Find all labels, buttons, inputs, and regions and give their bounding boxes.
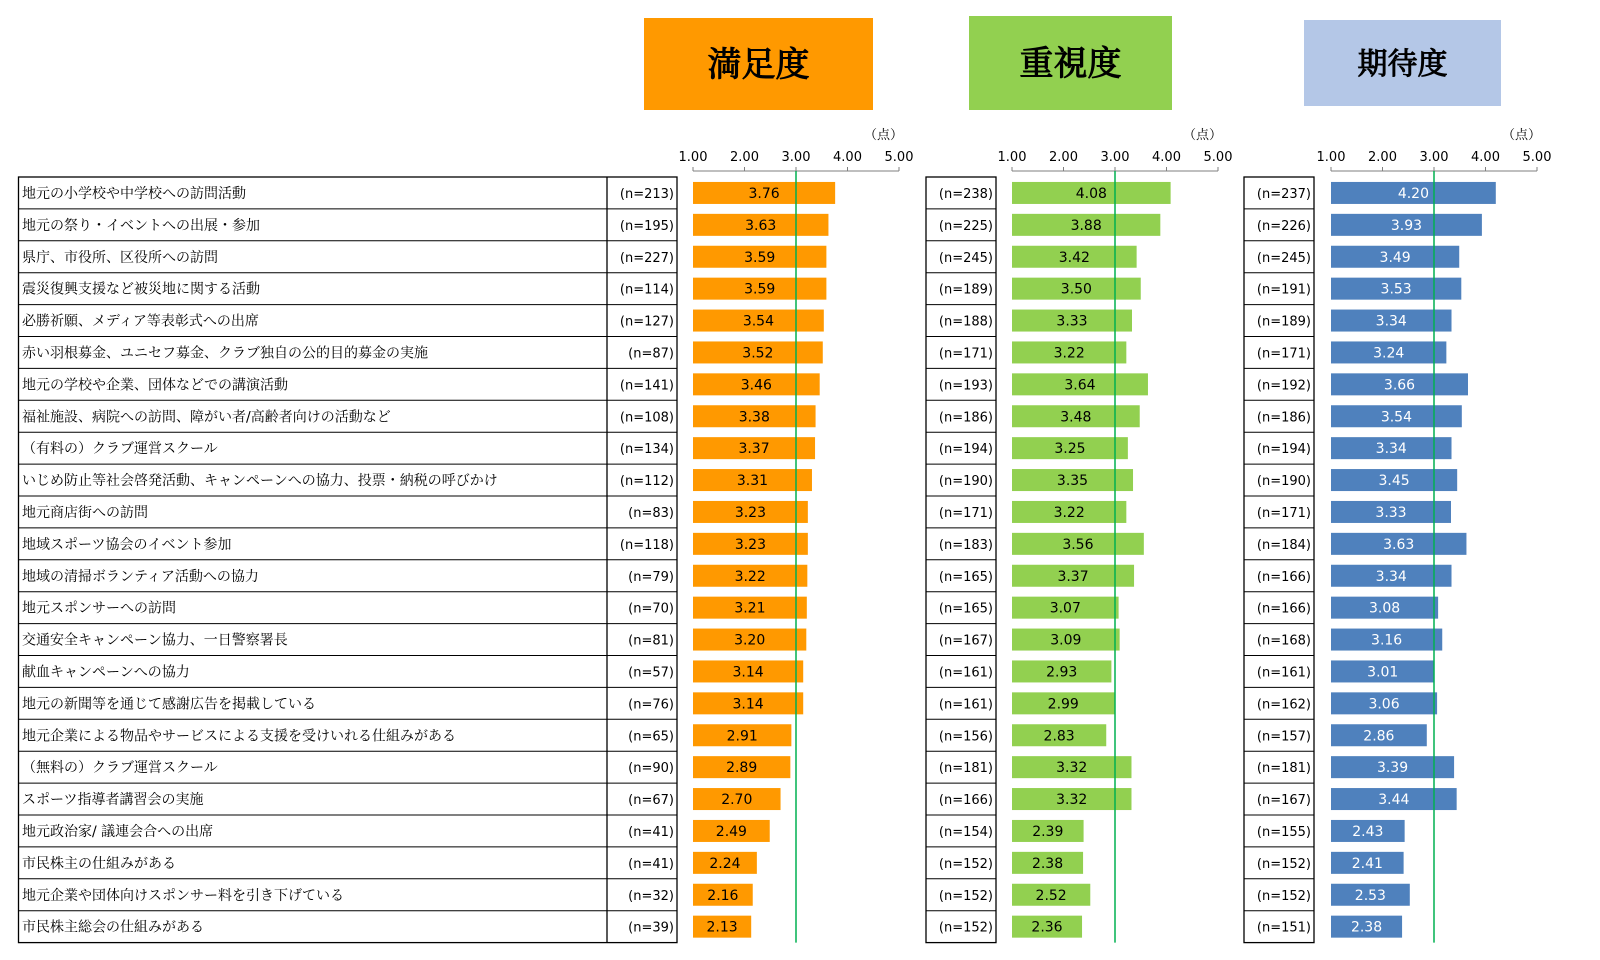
series-1-value-label: 2.49 [715, 823, 747, 840]
series-3-value-label: 2.86 [1363, 728, 1395, 745]
category-label: 必勝祈願、メディア等表彰式への出席 [22, 313, 259, 330]
series-2-n-label: (n=165) [938, 569, 993, 585]
category-label: いじめ防止等社会啓発活動、キャンペーンへの協力、投票・納税の呼びかけ [22, 473, 498, 490]
series-1-n-label: (n=227) [619, 250, 674, 266]
series-2-value-label: 3.64 [1064, 377, 1096, 394]
series-2-value-label: 3.48 [1060, 409, 1092, 426]
series-3-n-label: (n=166) [1256, 601, 1311, 617]
category-label: スポーツ指導者講習会の実施 [22, 792, 204, 809]
series-1-n-label: (n=32) [628, 888, 674, 904]
series-2-n-label: (n=161) [938, 697, 993, 713]
series-1-tick-label: 5.00 [884, 150, 914, 165]
category-label: 地元の学校や企業、団体などでの講演活動 [22, 377, 288, 394]
series-1-tick-label: 1.00 [678, 150, 708, 165]
series-1-value-label: 3.52 [742, 345, 774, 362]
category-label: 献血キャンペーンへの協力 [22, 664, 190, 681]
series-1-tick-label: 4.00 [833, 150, 862, 165]
series-3-value-label: 2.53 [1354, 887, 1386, 904]
series-3-value-label: 2.38 [1350, 919, 1383, 936]
series-2-value-label: 3.32 [1056, 792, 1088, 809]
series-3-value-label: 3.49 [1379, 249, 1411, 266]
category-label: （有料の）クラブ運営スクール [22, 441, 218, 458]
series-1-n-label: (n=81) [628, 633, 674, 649]
series-3-value-label: 3.01 [1367, 664, 1399, 681]
series-2-n-label: (n=152) [938, 888, 993, 904]
category-label: 交通安全キャンペーン協力、一日警察署長 [22, 632, 288, 649]
series-2-n-label: (n=188) [938, 314, 993, 330]
series-3-value-label: 2.41 [1351, 855, 1383, 872]
category-label: 地元の小学校や中学校への訪問活動 [22, 185, 246, 202]
series-2-n-label: (n=194) [938, 442, 993, 458]
series-1-tick-label: 2.00 [730, 150, 759, 165]
series-1-n-label: (n=112) [619, 474, 674, 490]
series-3-value-label: 3.45 [1378, 473, 1410, 490]
series-2-value-label: 3.33 [1056, 313, 1088, 330]
category-label: 地域の清掃ボランティア活動への協力 [22, 568, 259, 585]
series-1-n-label: (n=83) [628, 505, 674, 521]
category-label: 地元スポンサーへの訪問 [22, 600, 176, 617]
series-2-n-label: (n=166) [938, 793, 993, 809]
series-1-tick-label: 3.00 [781, 150, 811, 165]
series-1-n-label: (n=118) [619, 537, 674, 553]
series-1-unit-label: （点） [863, 128, 903, 143]
series-2-tick-label: 3.00 [1100, 150, 1130, 165]
series-3-n-label: (n=192) [1256, 378, 1311, 394]
series-2-tick-label: 2.00 [1049, 150, 1078, 165]
series-2-n-label: (n=225) [938, 218, 993, 234]
series-1-n-label: (n=41) [628, 824, 674, 840]
series-3-n-label: (n=237) [1256, 186, 1311, 202]
series-3-n-label: (n=161) [1256, 665, 1311, 681]
category-label: 震災復興支援など被災地に関する活動 [22, 281, 260, 298]
series-1-value-label: 2.89 [726, 760, 758, 777]
series-2-value-label: 3.07 [1049, 600, 1081, 617]
series-3-value-label: 3.39 [1376, 760, 1409, 777]
category-label: 地元商店街への訪問 [22, 504, 148, 521]
series-2-n-label: (n=181) [938, 761, 993, 777]
category-label: 市民株主の仕組みがある [22, 855, 176, 872]
series-3-value-label: 4.20 [1397, 185, 1429, 202]
series-2-value-label: 2.99 [1047, 696, 1079, 713]
series-3-n-label: (n=152) [1256, 856, 1311, 872]
series-1-value-label: 3.63 [745, 217, 777, 234]
series-2-n-label: (n=165) [938, 601, 993, 617]
series-2-value-label: 2.52 [1035, 887, 1067, 904]
series-1-n-label: (n=70) [628, 601, 674, 617]
series-3-tick-label: 2.00 [1368, 150, 1397, 165]
series-3-n-label: (n=186) [1256, 410, 1311, 426]
series-2-n-label: (n=167) [938, 633, 993, 649]
series-3-n-label: (n=171) [1256, 505, 1311, 521]
series-1-value-label: 2.70 [721, 792, 753, 809]
series-2-n-label: (n=190) [938, 474, 993, 490]
series-3-n-label: (n=184) [1256, 537, 1311, 553]
series-3-unit-label: （点） [1501, 128, 1541, 143]
series-3-n-label: (n=155) [1256, 824, 1311, 840]
category-label: 市民株主総会の仕組みがある [22, 919, 204, 936]
series-2-value-label: 3.09 [1050, 632, 1082, 649]
series-3-tick-label: 1.00 [1316, 150, 1346, 165]
series-3-value-label: 3.66 [1383, 377, 1416, 394]
series-1-value-label: 2.13 [706, 919, 738, 936]
series-3-value-label: 3.93 [1390, 217, 1423, 234]
series-1-n-label: (n=67) [628, 793, 674, 809]
series-1-n-label: (n=76) [628, 697, 674, 713]
series-1-n-label: (n=134) [619, 442, 674, 458]
series-1-value-label: 3.37 [738, 441, 770, 458]
series-2-tick-label: 1.00 [997, 150, 1027, 165]
series-1-n-label: (n=65) [628, 729, 674, 745]
series-3-n-label: (n=226) [1256, 218, 1311, 234]
category-label: 地域スポーツ協会のイベント参加 [22, 536, 232, 553]
series-2-n-label: (n=189) [938, 282, 993, 298]
series-1-value-label: 3.59 [744, 281, 776, 298]
series-2-n-label: (n=171) [938, 505, 993, 521]
series-1-n-label: (n=79) [628, 569, 674, 585]
series-2-value-label: 3.42 [1058, 249, 1090, 266]
series-3-value-label: 3.54 [1380, 409, 1412, 426]
series-2-value-label: 3.25 [1054, 441, 1086, 458]
series-2-tick-label: 4.00 [1152, 150, 1181, 165]
series-3-value-label: 3.53 [1380, 281, 1412, 298]
series-1-value-label: 2.16 [707, 887, 739, 904]
series-2-value-label: 2.36 [1031, 919, 1063, 936]
series-3-value-label: 3.34 [1375, 441, 1407, 458]
series-2-n-label: (n=238) [938, 186, 993, 202]
series-2-value-label: 3.22 [1053, 504, 1085, 521]
series-2-n-label: (n=161) [938, 665, 993, 681]
category-label: 県庁、市役所、区役所への訪問 [22, 249, 218, 266]
series-1-header-title: 満足度 [707, 45, 810, 86]
series-2-unit-label: （点） [1182, 128, 1222, 143]
series-3-value-label: 3.34 [1375, 568, 1407, 585]
category-label: 地元の新聞等を通じて感謝広告を掲載している [22, 696, 316, 713]
series-3-n-label: (n=166) [1256, 569, 1311, 585]
series-1-value-label: 2.24 [709, 855, 741, 872]
series-2-tick-label: 5.00 [1203, 150, 1233, 165]
series-1-value-label: 3.38 [738, 409, 770, 426]
category-label: 赤い羽根募金、ユニセフ募金、クラブ独自の公的目的募金の実施 [22, 345, 428, 362]
series-2-n-label: (n=245) [938, 250, 993, 266]
series-2-header-title: 重視度 [1019, 44, 1122, 85]
series-3-n-label: (n=167) [1256, 793, 1311, 809]
series-2-n-label: (n=193) [938, 378, 993, 394]
series-1-value-label: 3.21 [734, 600, 766, 617]
series-3-n-label: (n=152) [1256, 888, 1311, 904]
series-3-value-label: 3.34 [1375, 313, 1407, 330]
series-1-n-label: (n=127) [619, 314, 674, 330]
series-3-n-label: (n=189) [1256, 314, 1311, 330]
series-1-value-label: 3.20 [734, 632, 766, 649]
series-1-n-label: (n=87) [628, 346, 674, 362]
series-1-value-label: 3.14 [732, 664, 764, 681]
series-3-value-label: 3.63 [1383, 536, 1415, 553]
series-2-value-label: 4.08 [1075, 185, 1107, 202]
series-1-value-label: 3.14 [732, 696, 764, 713]
series-1-value-label: 3.59 [744, 249, 776, 266]
series-2-value-label: 3.56 [1062, 536, 1094, 553]
series-2-value-label: 3.50 [1060, 281, 1092, 298]
series-3-n-label: (n=194) [1256, 442, 1311, 458]
series-1-n-label: (n=39) [628, 920, 674, 936]
series-2-value-label: 2.38 [1031, 855, 1064, 872]
series-3-value-label: 3.33 [1375, 504, 1407, 521]
category-label: （無料の）クラブ運営スクール [22, 760, 218, 777]
series-3-value-label: 3.06 [1368, 696, 1400, 713]
series-1-value-label: 3.76 [748, 185, 780, 202]
series-1-n-label: (n=41) [628, 856, 674, 872]
series-3-n-label: (n=181) [1256, 761, 1311, 777]
series-3-tick-label: 4.00 [1471, 150, 1500, 165]
series-1-value-label: 3.22 [734, 568, 766, 585]
series-3-n-label: (n=190) [1256, 474, 1311, 490]
series-3-tick-label: 3.00 [1419, 150, 1449, 165]
series-2-n-label: (n=186) [938, 410, 993, 426]
series-3-value-label: 3.24 [1373, 345, 1405, 362]
series-2-value-label: 3.88 [1070, 217, 1102, 234]
series-1-value-label: 3.31 [736, 473, 769, 490]
series-2-value-label: 3.37 [1057, 568, 1089, 585]
series-1-value-label: 3.54 [742, 313, 774, 330]
series-2-n-label: (n=152) [938, 920, 993, 936]
series-2-value-label: 3.22 [1053, 345, 1085, 362]
series-1-n-label: (n=195) [619, 218, 674, 234]
series-1-n-label: (n=57) [628, 665, 674, 681]
category-label: 地元政治家/ 議連会合への出席 [22, 823, 214, 840]
series-1-value-label: 3.23 [734, 504, 767, 521]
series-2-n-label: (n=156) [938, 729, 993, 745]
series-3-header-title: 期待度 [1357, 46, 1448, 82]
series-3-value-label: 3.44 [1378, 792, 1410, 809]
series-3-n-label: (n=151) [1256, 920, 1311, 936]
series-2-value-label: 3.35 [1056, 473, 1089, 490]
series-2-value-label: 2.83 [1043, 728, 1075, 745]
series-2-n-label: (n=152) [938, 856, 993, 872]
series-1-value-label: 3.46 [740, 377, 772, 394]
series-1-n-label: (n=90) [628, 761, 674, 777]
series-2-value-label: 3.32 [1056, 760, 1088, 777]
series-3-n-label: (n=168) [1256, 633, 1311, 649]
category-label: 地元企業による物品やサービスによる支援を受けいれる仕組みがある [22, 728, 456, 745]
series-2-value-label: 2.93 [1046, 664, 1078, 681]
series-3-value-label: 3.16 [1371, 632, 1403, 649]
series-3-n-label: (n=191) [1256, 282, 1311, 298]
series-1-n-label: (n=108) [619, 410, 674, 426]
series-3-n-label: (n=245) [1256, 250, 1311, 266]
series-3-n-label: (n=157) [1256, 729, 1311, 745]
series-2-n-label: (n=171) [938, 346, 993, 362]
series-3-n-label: (n=162) [1256, 697, 1311, 713]
series-1-value-label: 2.91 [726, 728, 758, 745]
category-label: 地元企業や団体向けスポンサー料を引き下げている [22, 887, 344, 904]
series-1-n-label: (n=114) [619, 282, 674, 298]
series-3-tick-label: 5.00 [1522, 150, 1552, 165]
series-2-n-label: (n=183) [938, 537, 993, 553]
series-3-value-label: 2.43 [1352, 823, 1384, 840]
category-label: 福祉施設、病院への訪問、障がい者/高齢者向けの活動など [22, 409, 391, 426]
series-3-n-label: (n=171) [1256, 346, 1311, 362]
series-1-n-label: (n=141) [619, 378, 674, 394]
category-label: 地元の祭り・イベントへの出展・参加 [22, 217, 260, 234]
series-1-n-label: (n=213) [619, 186, 674, 202]
series-2-value-label: 2.39 [1032, 823, 1064, 840]
series-2-n-label: (n=154) [938, 824, 993, 840]
series-1-value-label: 3.23 [734, 536, 767, 553]
series-3-value-label: 3.08 [1368, 600, 1401, 617]
